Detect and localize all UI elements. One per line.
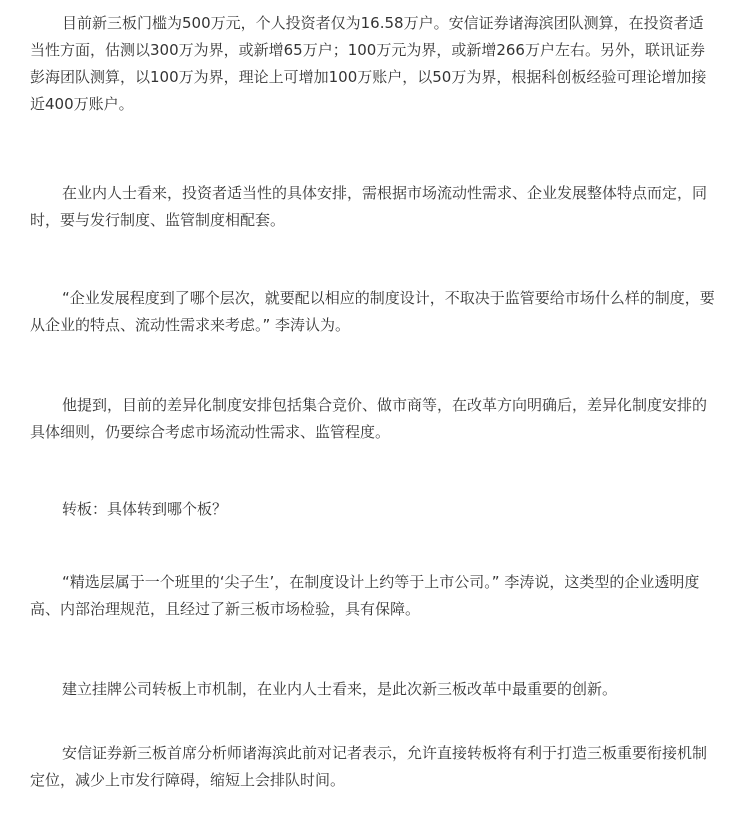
paragraph-differentiated-rules: 他提到，目前的差异化制度安排包括集合竞价、做市商等，在改革方向明确后，差异化制度安排的具体细则，仍要综合考虑市场流动性需求、监管程度。 [30, 396, 708, 441]
paragraph-analyst-comment: 安信证券新三板首席分析师诸海滨此前对记者表示，允许直接转板将有利于打造三板重要衔接机制定位，减少上市发行障碍，缩短上会排队时间。 [30, 744, 708, 789]
paragraph-investor-suitability: 在业内人士看来，投资者适当性的具体安排，需根据市场流动性需求、企业发展整体特点而定，同时，要与发行制度、监管制度相配套。 [30, 184, 708, 229]
paragraph-transfer-mechanism: 建立挂牌公司转板上市机制，在业内人士看来，是此次新三板改革中最重要的创新。 [62, 680, 618, 698]
paragraph-threshold-stats: 目前新三板门槛为500万元，个人投资者仅为16.58万户。安信证券诸海滨团队测算，在投资者适当性方面，估测以300万为界，或新增65万户；100万元为界，或新增266万户左右。另外，联讯证券彭海团队测算，以100万为界，理论上可增加100万账户，以50万为界，根据科创板经验可理论增加接近400万账户。 [30, 14, 707, 113]
bottom-fade-overlay [0, 791, 744, 819]
section-heading-board-transfer: 转板：具体转到哪个板？ [62, 500, 228, 518]
paragraph-select-tier: “精选层属于一个班里的‘尖子生’，在制度设计上约等于上市公司。” 李涛说，这类型的企业透明度高、内部治理规范，且经过了新三板市场检验，具有保障。 [30, 573, 700, 618]
paragraph-li-tao-quote: “企业发展程度到了哪个层次，就要配以相应的制度设计，不取决于监管要给市场什么样的制度，要从企业的特点、流动性需求来考虑。” 李涛认为。 [30, 289, 715, 334]
